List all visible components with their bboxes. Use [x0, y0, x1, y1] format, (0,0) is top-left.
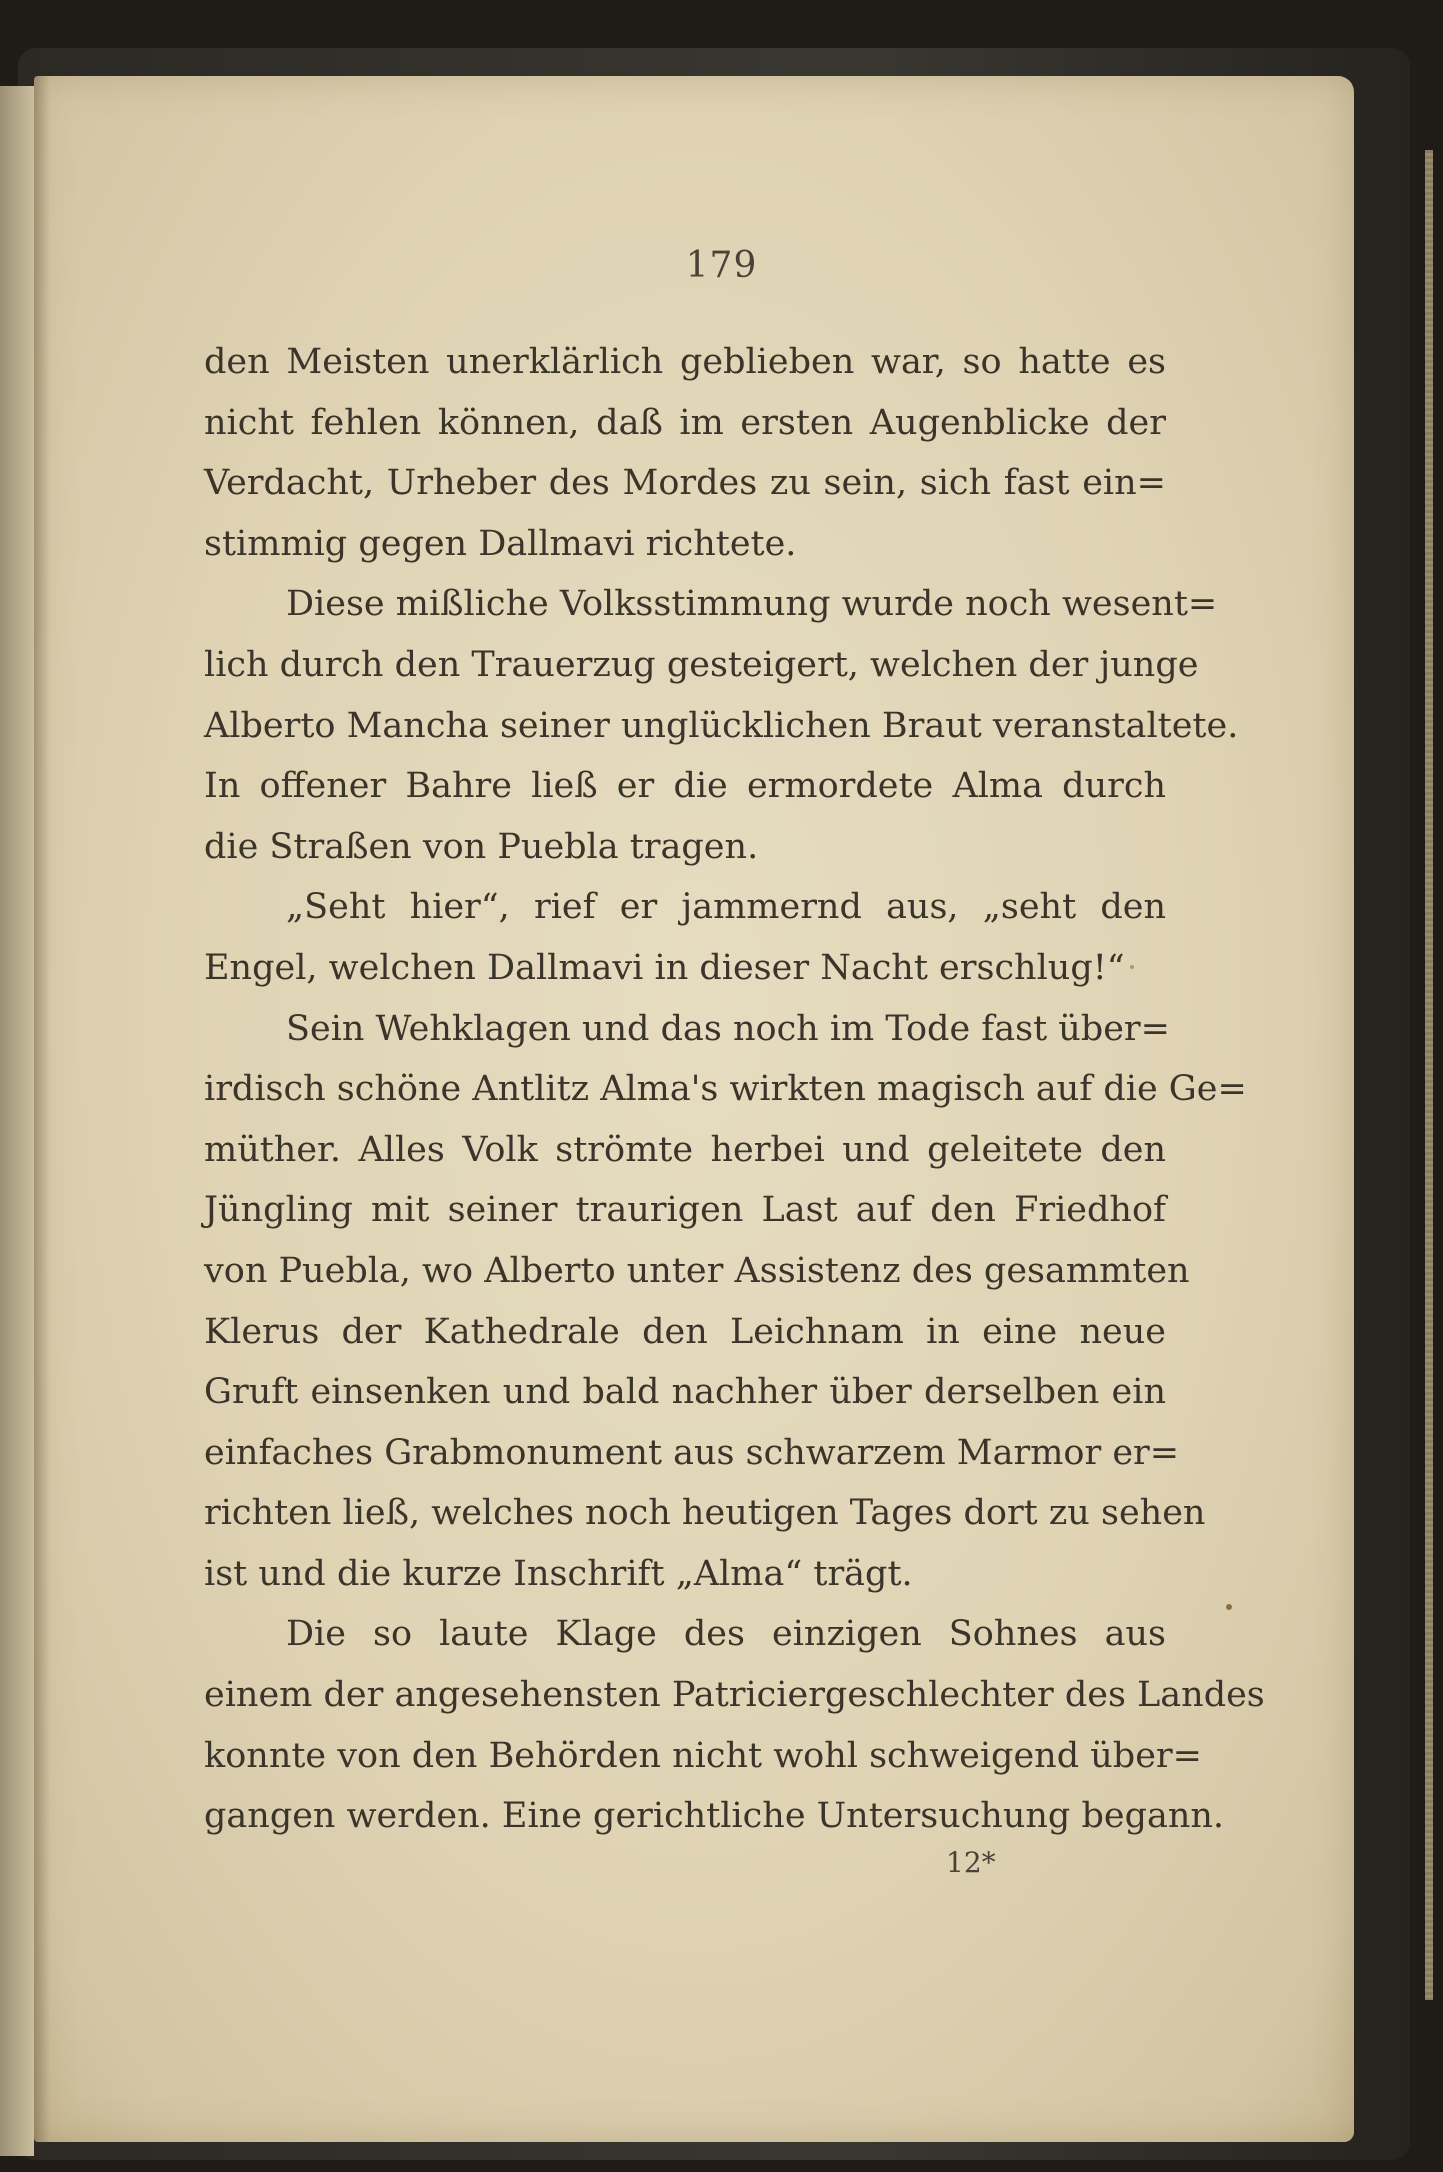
- page-stack-edge: [1425, 150, 1433, 2000]
- text-line: „Seht hier“, rief er jammernd aus, „seht den: [286, 887, 1166, 928]
- text-line: müther. Alles Volk strömte herbei und geleitete den: [204, 1129, 1166, 1170]
- text-line: lich durch den Trauerzug gesteigert, welchen der junge: [204, 644, 1199, 685]
- page-gutter-shadow: [34, 76, 50, 2142]
- text-line: den Meisten unerklärlich geblieben war, so hatte es: [204, 342, 1166, 382]
- text-line: Engel, welchen Dallmavi in dieser Nacht erschlug!“: [204, 947, 1125, 988]
- text-line: konnte von den Behörden nicht wohl schweigend über=: [204, 1735, 1202, 1776]
- text-line: Sein Wehklagen und das noch im Tode fast über=: [286, 1008, 1170, 1049]
- text-line: Diese mißliche Volksstimmung wurde noch wesent=: [286, 584, 1218, 625]
- page-number: 179: [685, 245, 758, 286]
- text-line: Verdacht, Urheber des Mordes zu sein, sich fast ein=: [204, 463, 1166, 504]
- paper-spot: [1130, 965, 1134, 969]
- text-line: Gruft einsenken und bald nachher über derselben ein: [204, 1372, 1166, 1413]
- text-line: richten ließ, welches noch heutigen Tages dort zu sehen: [204, 1493, 1206, 1534]
- text-line: gangen werden. Eine gerichtliche Untersuchung begann.: [204, 1796, 1225, 1837]
- text-line: die Straßen von Puebla tragen.: [204, 826, 759, 867]
- text-line: nicht fehlen können, daß im ersten Augenblicke der: [204, 402, 1166, 443]
- text-line: Die so laute Klage des einzigen Sohnes aus: [286, 1614, 1166, 1655]
- text-line: In offener Bahre ließ er die ermordete Alma durch: [204, 766, 1166, 807]
- body-text: [204, 332, 1265, 1847]
- text-line: Klerus der Kathedrale den Leichnam in eine neue: [204, 1311, 1166, 1352]
- text-line: von Puebla, wo Alberto unter Assistenz des gesammten: [204, 1250, 1190, 1291]
- text-line: einem der angesehensten Patriciergeschlechter des Landes: [204, 1675, 1265, 1716]
- text-line: einfaches Grabmonument aus schwarzem Marmor er=: [204, 1432, 1180, 1473]
- text-line: stimmig gegen Dallmavi richtete.: [204, 523, 797, 564]
- facing-page-edge: [0, 86, 34, 2156]
- text-line: ist und die kurze Inschrift „Alma“ trägt.: [204, 1553, 913, 1594]
- signature-mark: 12*: [946, 1846, 996, 1879]
- text-line: Jüngling mit seiner traurigen Last auf den Friedhof: [204, 1190, 1166, 1231]
- paper-spot: [1226, 1604, 1232, 1610]
- text-line: irdisch schöne Antlitz Alma's wirkten magisch auf die Ge=: [204, 1069, 1247, 1110]
- text-line: Alberto Mancha seiner unglücklichen Braut veranstaltete.: [204, 705, 1239, 746]
